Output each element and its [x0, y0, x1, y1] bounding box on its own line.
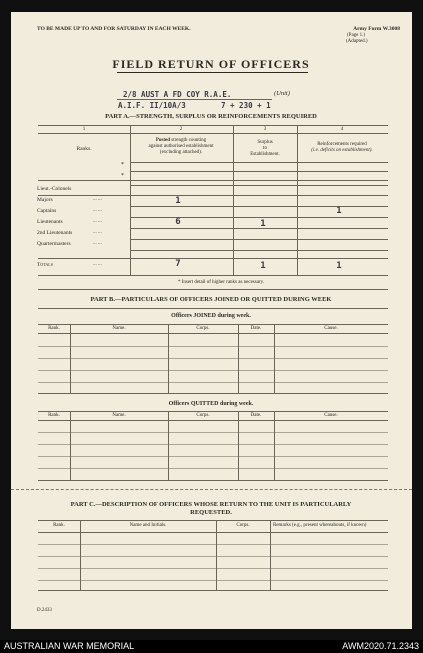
rank-label: Captains — [37, 208, 57, 214]
part-c-col-remarks: Remarks (e.g., present whereabouts, if known) — [273, 523, 367, 528]
leader-dots: ... ... — [93, 219, 102, 224]
quitted-col-cause: Cause. — [324, 413, 338, 418]
leader-dots: ... ... — [93, 230, 102, 235]
archive-name: AUSTRALIAN WAR MEMORIAL — [4, 641, 135, 651]
leader-dots: ... ... — [93, 241, 102, 246]
totals-posted-value: 7 — [175, 259, 181, 269]
totals-surplus-value: 1 — [260, 261, 266, 271]
rank-label: Majors — [37, 197, 53, 203]
surplus-header-line2: to — [263, 146, 267, 151]
rank-label: Quartermasters — [37, 241, 71, 247]
form-page-number: (Page 1.) — [347, 33, 366, 38]
col-number-2: 2 — [179, 127, 183, 132]
form-adapted-note: (Adapted.) — [346, 39, 368, 44]
part-a-heading: PART A.—STRENGTH, SURPLUS OR REINFORCEMENTS REQUIRED — [105, 113, 317, 120]
majors-posted-value: 1 — [175, 196, 181, 206]
joined-title: Officers JOINED during week. — [171, 313, 251, 319]
reinforcements-header-line2: (i.e. deficits on establishment). — [311, 148, 373, 153]
joined-col-cause: Cause. — [324, 326, 338, 331]
quitted-title: Officers QUITTED during week. — [168, 401, 254, 407]
unit-name-handwritten: 2/8 AUST A FD COY R.A.E. — [123, 90, 232, 99]
rank-label: 2nd Lieutenants — [37, 230, 73, 236]
joined-col-rank: Rank. — [48, 326, 60, 331]
captains-reinforcements-value: 1 — [336, 206, 342, 216]
form-code: D.2433 — [37, 608, 52, 613]
lieutenants-posted-value: 6 — [175, 217, 181, 227]
col-number-3: 3 — [263, 127, 267, 132]
part-c-col-rank: Rank. — [53, 523, 65, 528]
ranks-header: Ranks. — [76, 146, 92, 152]
surplus-header-line3: Establishment. — [250, 152, 280, 157]
archive-footer — [0, 640, 423, 653]
joined-col-name: Name. — [112, 326, 126, 331]
lieutenants-surplus-value: 1 — [260, 219, 266, 229]
title-underline — [117, 72, 308, 73]
posted-header-line2: against authorised establishment — [148, 144, 214, 149]
unit-line — [117, 99, 272, 100]
reinforcements-header: Reinforcements required — [317, 142, 367, 147]
unit-code-handwritten: A.I.F. II/10A/3 — [118, 101, 186, 110]
quitted-col-date: Date. — [250, 413, 262, 418]
totals-label: Totals — [37, 262, 53, 268]
rank-label: Lieut.-Colonels — [37, 186, 72, 192]
rank-label: Lieutenants — [37, 219, 63, 225]
col-number-1: 1 — [82, 127, 86, 132]
form-title: FIELD RETURN OF OFFICERS — [112, 57, 310, 71]
part-c-heading-line2: REQUESTED. — [190, 509, 232, 516]
instruction-note: TO BE MADE UP TO AND FOR SATURDAY IN EACH WEEK. — [37, 26, 191, 32]
quitted-col-rank: Rank. — [48, 413, 60, 418]
col-number-4: 4 — [340, 127, 344, 132]
part-c-heading: PART C.—DESCRIPTION OF OFFICERS WHOSE RETURN TO THE UNIT IS PARTICULARLY — [70, 501, 352, 508]
form-reference: Army Form W.3008 — [353, 26, 400, 32]
quitted-col-corps: Corps. — [196, 413, 210, 418]
star-mark: * — [121, 173, 124, 179]
quitted-col-name: Name. — [112, 413, 126, 418]
joined-col-corps: Corps. — [196, 326, 210, 331]
star-mark: * — [121, 162, 124, 168]
accession-number: AWM2020.71.2343 — [342, 641, 419, 651]
part-b-heading: PART B.—PARTICULARS OF OFFICERS JOINED OR QUITTED DURING WEEK — [90, 296, 332, 303]
part-c-col-corps: Corps. — [236, 523, 250, 528]
totals-reinforcements-value: 1 — [336, 261, 342, 271]
part-c-col-name: Name and Initials. — [129, 523, 167, 528]
surplus-header: Surplus — [257, 140, 273, 145]
unit-label: (Unit) — [274, 90, 290, 97]
leader-dots: ... ... — [93, 197, 102, 202]
fold-line — [11, 489, 412, 490]
form-page — [11, 12, 412, 629]
unit-strength-handwritten: 7 + 230 + 1 — [221, 101, 271, 110]
part-a-footnote: * Insert detail of higher ranks as necessary. — [177, 280, 265, 285]
leader-dots: ... ... — [93, 208, 102, 213]
joined-col-date: Date. — [250, 326, 262, 331]
leader-dots: ... ... — [93, 262, 102, 267]
posted-header: Posted strength counting — [155, 138, 207, 143]
posted-header-line3: (excluding attached). — [159, 150, 203, 155]
